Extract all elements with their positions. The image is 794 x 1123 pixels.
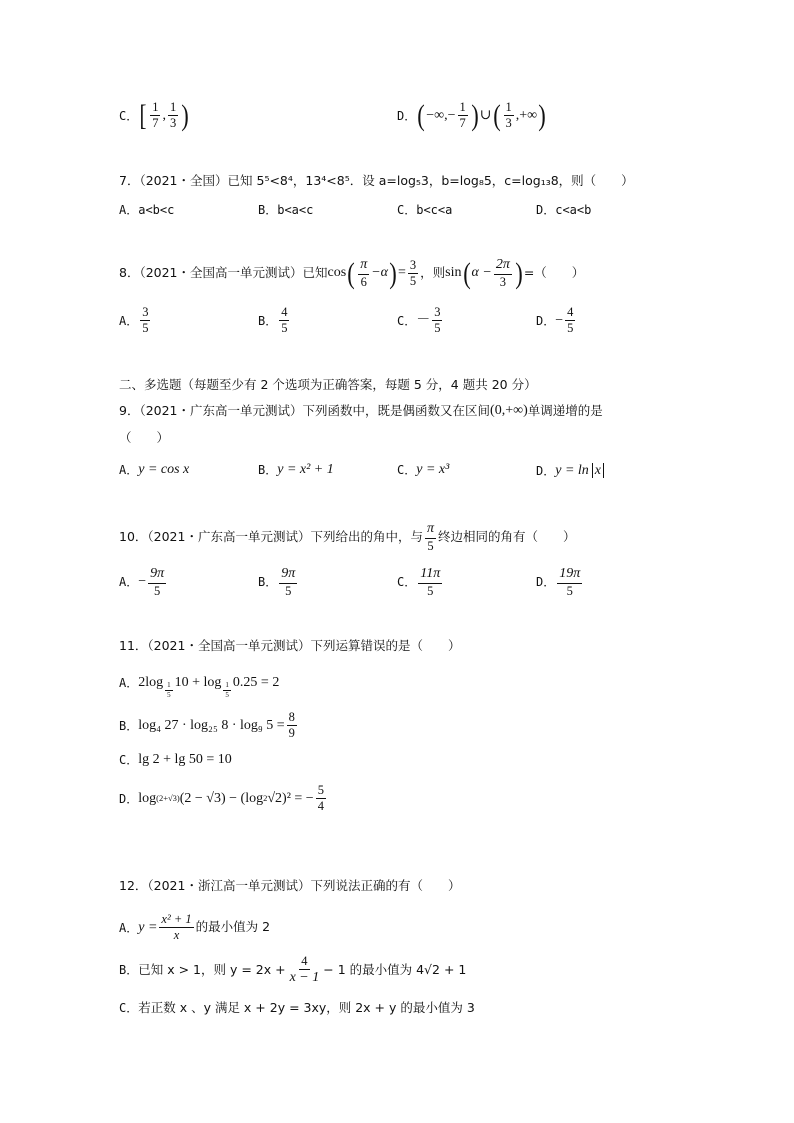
fraction: $\frac{8}{9}$ (288, 710, 295, 741)
option-label: C． (119, 108, 139, 123)
q7-stem: 7．（2021・全国）已知 5⁵<8⁴，13⁴<8⁵．设 a=log₅3，b=log₈5，c=log₁₃8，则（ ） (119, 173, 634, 188)
q8-option-d[interactable]: D． − $\frac{4}{5}$ (536, 305, 574, 336)
q10-option-b[interactable]: B． $\frac{9\pi}{5}$ (258, 566, 296, 598)
q10-option-c[interactable]: C． $\frac{11\pi}{5}$ (397, 566, 441, 598)
fraction: $\frac{1}{7}$ (152, 100, 159, 131)
fraction: $\frac{19\pi}{5}$ (559, 566, 581, 598)
q9-option-a[interactable]: A． y = cos x (119, 462, 190, 477)
q11-option-b[interactable]: B． log₄ 27 · log₂₅ 8 · log₉ 5 = $\frac{8}{9}$ (119, 710, 295, 741)
log-base-fraction: $\frac{1}{5}$ (225, 681, 229, 700)
fraction: $\frac{4}{5}$ (567, 305, 574, 336)
fraction: $\frac{3}{5}$ (142, 305, 149, 336)
q12-option-a[interactable]: A． y = $\frac{\text{x² + 1}}{x}$ 的最小值为 2 (119, 912, 271, 943)
q7-option-c[interactable]: C．b<c<a (397, 203, 453, 217)
q10-option-d[interactable]: D． $\frac{19\pi}{5}$ (536, 566, 581, 598)
fraction: $\frac{9\pi}{5}$ (150, 566, 165, 598)
q6-option-c[interactable]: C． [ $\frac{1}{7}$ , $\frac{1}{3}$ ) (119, 99, 189, 133)
q12-option-c[interactable]: C． 若正数 x 、y 满足 x + 2y = 3xy，则 2x + y 的最小值为 3 (119, 1000, 475, 1016)
q11-option-c[interactable]: C． lg 2 + lg 50 = 10 (119, 752, 232, 767)
fraction: $\frac{\text{x² + 1}}{x}$ (161, 912, 192, 943)
q8-option-c[interactable]: C． － $\frac{3}{5}$ (397, 305, 441, 336)
q7-option-b[interactable]: B．b<a<c (258, 203, 314, 217)
q8-stem: 8．（2021・全国高一单元测试）已知 cos ( $\frac{\pi}{6}$ −α ) = $\frac{3}{5}$ ，则 sin ( α − $\frac{2\pi}{3}$ ) =（ ） (119, 256, 585, 290)
q9-option-d[interactable]: D． y = ln x (536, 463, 604, 478)
q10-stem: 10．（2021・广东高一单元测试）下列给出的角中，与 $\frac{\pi}{5}$ 终边相同的角有（ ） (119, 521, 576, 553)
log-base-fraction: $\frac{1}{5}$ (167, 681, 171, 700)
q11-stem: 11．（2021・全国高一单元测试）下列运算错误的是（ ） (119, 638, 461, 653)
fraction: $\frac{2\pi}{3}$ (495, 257, 510, 289)
q9-answer-paren: （ ） (119, 430, 170, 445)
q10-option-a[interactable]: A． − $\frac{9\pi}{5}$ (119, 566, 165, 598)
fraction: $\frac{3}{5}$ (434, 305, 441, 336)
q6-option-d[interactable]: D． ( −∞,− $\frac{1}{7}$ ) ∪ ( $\frac{1}{3}$ ,+∞ ) (397, 99, 546, 133)
q7-option-d[interactable]: D．c<a<b (536, 203, 592, 217)
q11-option-a[interactable]: A． 2log $\frac{1}{5}$ 10 + log $\frac{1}{5}$ 0.25 = 2 (119, 674, 280, 700)
q7-option-a[interactable]: A．a<b<c (119, 203, 175, 217)
option-label: D． (397, 108, 417, 123)
fraction: $\frac{3}{5}$ (409, 257, 417, 288)
fraction: $\frac{5}{4}$ (317, 783, 324, 814)
fraction: $\frac{1}{3}$ (505, 100, 512, 131)
q9-stem: 9．（2021・广东高一单元测试）下列函数中，既是偶函数又在区间 (0,+∞) 单调递增的是 (119, 402, 603, 418)
q11-option-d[interactable]: D． log (2+√3) (2 − √3) − (log 2 √2)² = − $\frac{5}{4}$ (119, 783, 324, 814)
q9-option-b[interactable]: B． y = x² + 1 (258, 462, 334, 477)
fraction: $\frac{4}{x - 1}$ (289, 954, 320, 986)
q12-option-b[interactable]: B． 已知 x > 1，则 y = 2x + $\frac{4}{x - 1}$ − 1 的最小值为 4√2 + 1 (119, 954, 467, 986)
fraction: $\frac{9\pi}{5}$ (281, 566, 296, 598)
fraction: $\frac{4}{5}$ (281, 305, 288, 336)
fraction: $\frac{1}{3}$ (169, 100, 177, 131)
section-heading: 二、多选题（每题至少有 2 个选项为正确答案，每题 5 分，4 题共 20 分） (119, 377, 537, 392)
q8-option-b[interactable]: B． $\frac{4}{5}$ (258, 305, 288, 336)
q8-option-a[interactable]: A． $\frac{3}{5}$ (119, 305, 149, 336)
q12-stem: 12．（2021・浙江高一单元测试）下列说法正确的有（ ） (119, 878, 461, 893)
fraction: $\frac{11\pi}{5}$ (420, 566, 441, 598)
right-paren: ) (181, 99, 189, 133)
fraction: $\frac{\pi}{6}$ (360, 257, 368, 289)
left-bracket: [ (139, 99, 147, 133)
fraction: $\frac{\pi}{5}$ (426, 521, 434, 553)
q9-option-c[interactable]: C． y = x³ (397, 462, 450, 477)
fraction: $\frac{1}{7}$ (459, 100, 466, 131)
